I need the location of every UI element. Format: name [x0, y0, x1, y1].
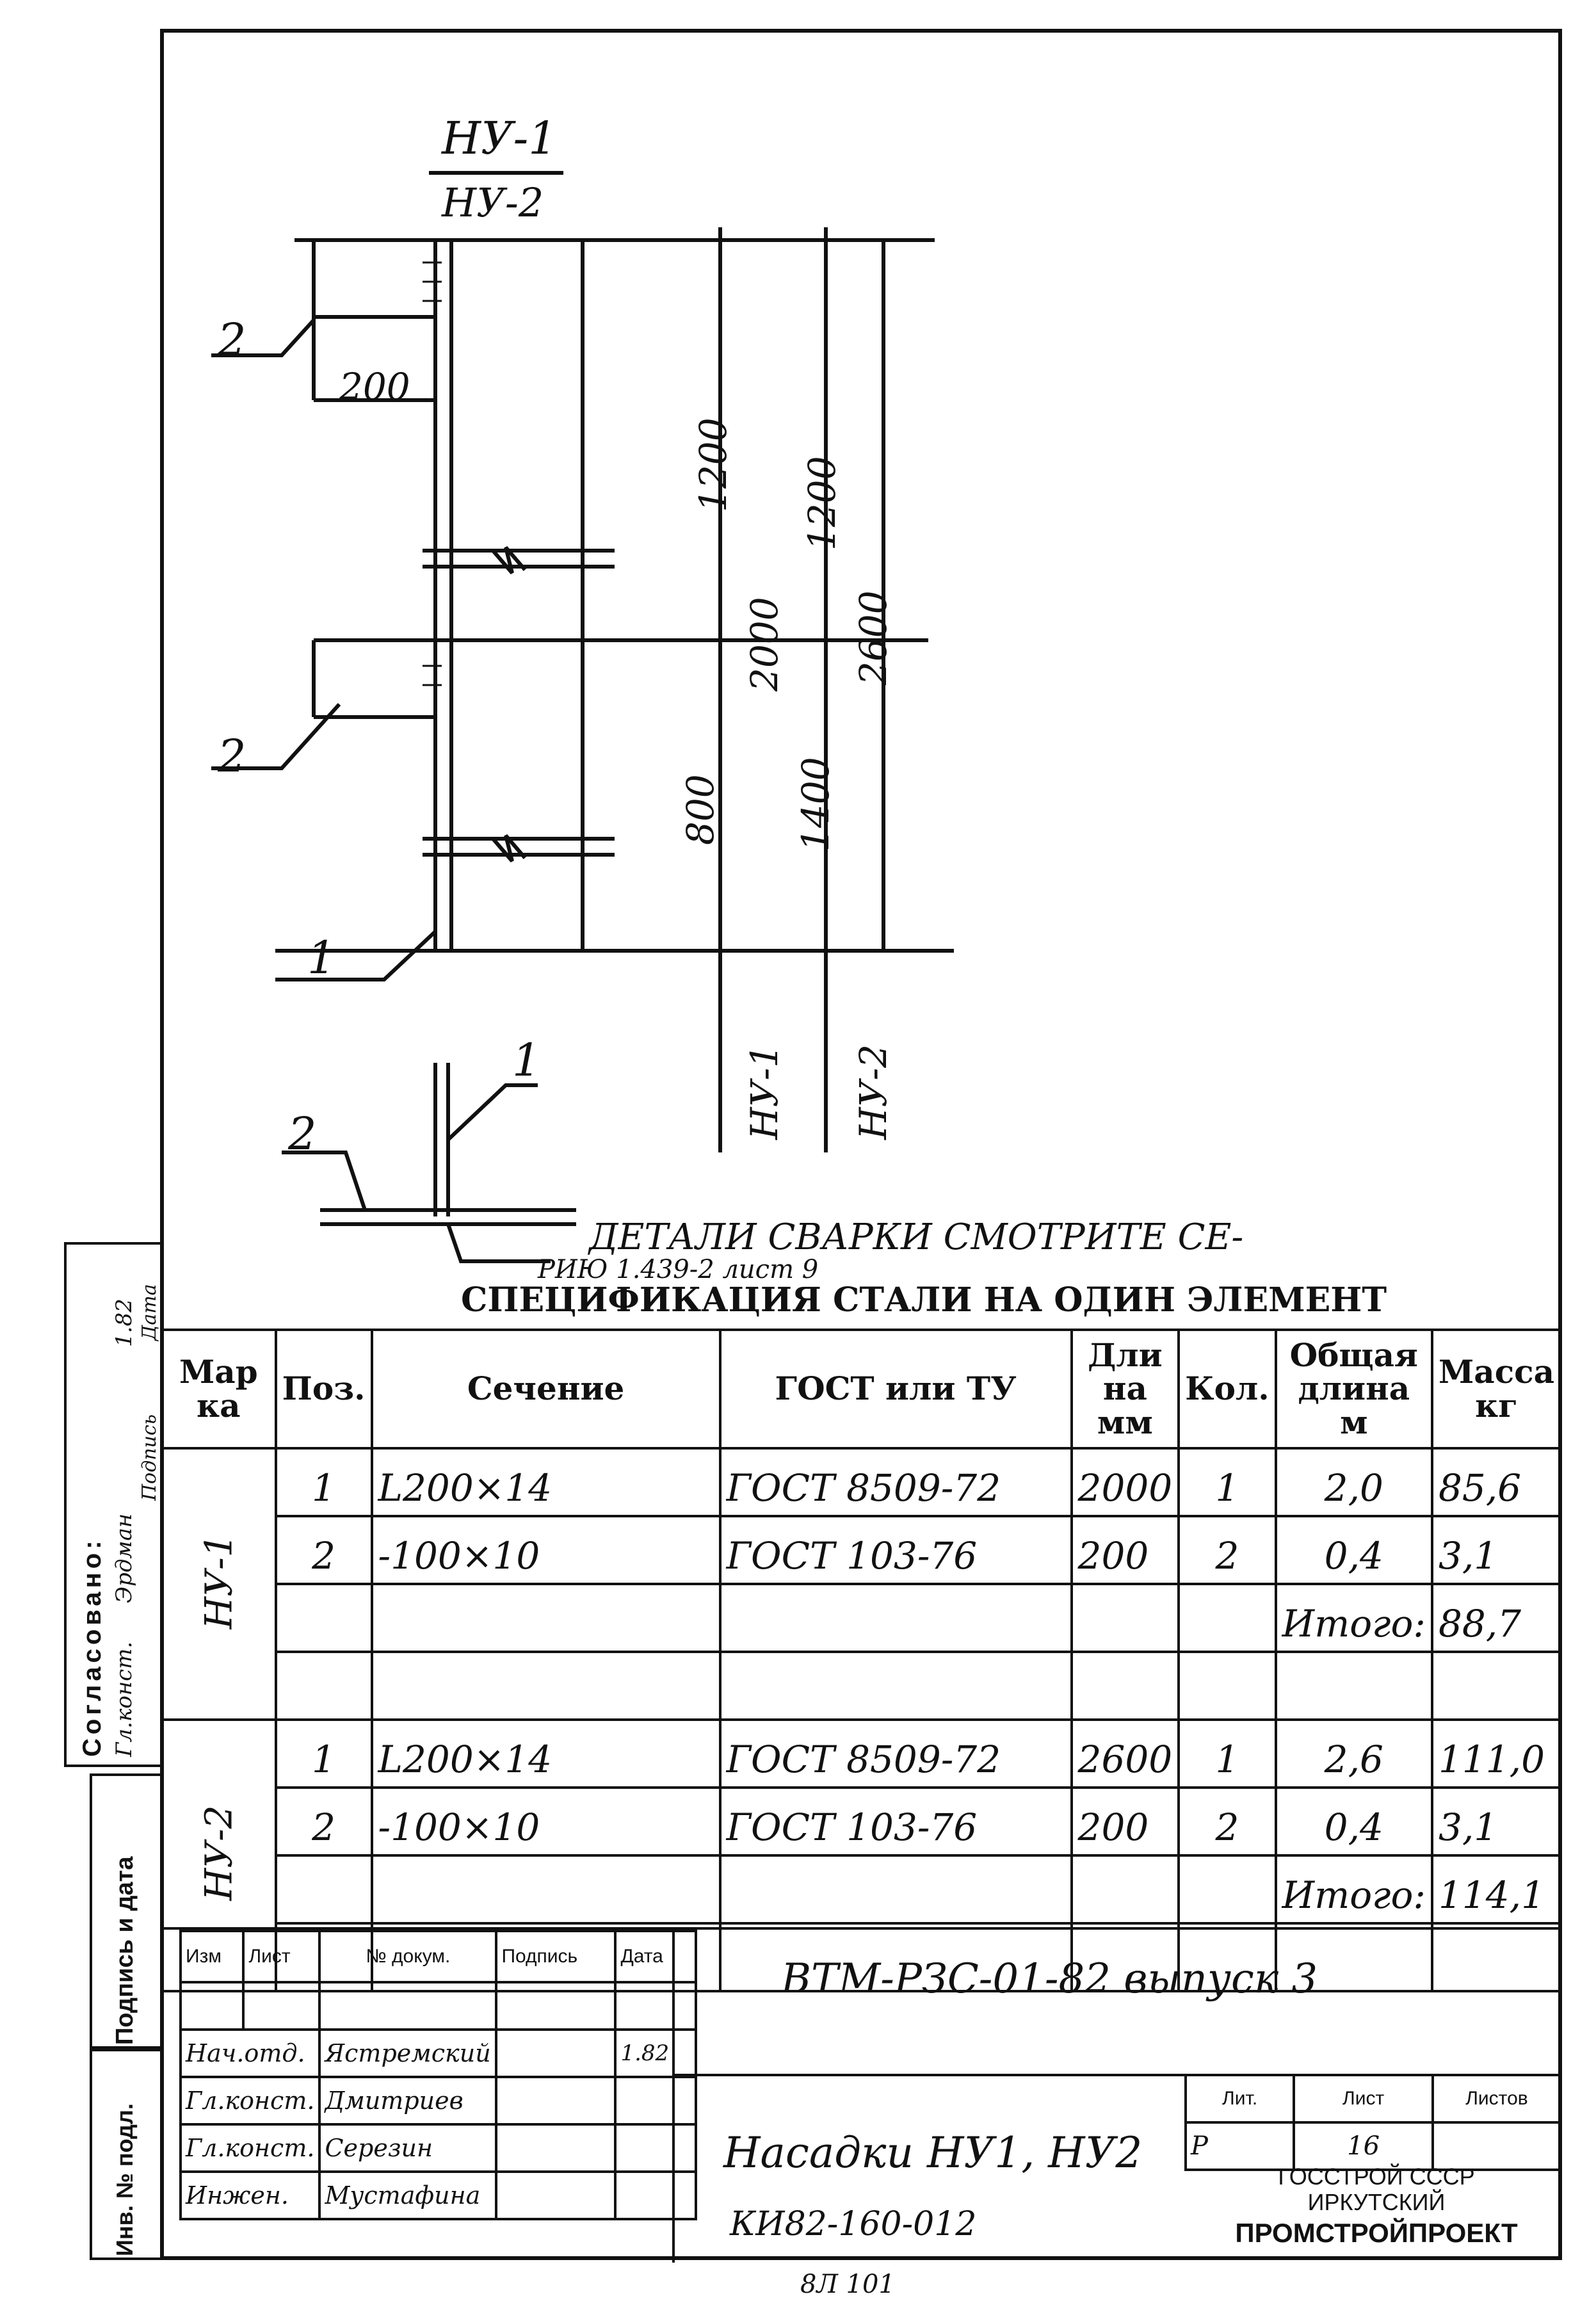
sign-date-block — [90, 1773, 163, 2049]
stamp-col-doc: № докум. — [319, 1931, 496, 1982]
dim-1200-b: 1200 — [800, 456, 844, 551]
stamp-person-row: Нач.отд. Ястремский 1.82 — [181, 2030, 696, 2077]
inv-label: Инв. № подл. — [111, 2103, 138, 2256]
sheets-header: Листов — [1433, 2075, 1561, 2122]
header-gost: ГОСТ или ТУ — [720, 1330, 1072, 1448]
cell-section: -100×10 — [372, 1788, 720, 1855]
cell-total-length: 2,0 — [1276, 1448, 1432, 1516]
lit-value: Р — [1186, 2122, 1294, 2170]
header-section: Сечение — [372, 1330, 720, 1448]
section-label-bottom: НУ-2 — [442, 179, 544, 226]
cell-gost: ГОСТ 8509-72 — [720, 1448, 1072, 1516]
stamp-col-date: Дата — [615, 1931, 696, 1982]
mark-cell — [161, 1448, 276, 1720]
cell-section: L200×14 — [372, 1720, 720, 1788]
dim-plate-width: 200 — [339, 365, 410, 408]
cell-total-length: 2,6 — [1276, 1720, 1432, 1788]
cell-qty: 1 — [1179, 1720, 1276, 1788]
cell-length: 200 — [1072, 1516, 1179, 1584]
mark-label: НУ-2 — [197, 1805, 241, 1901]
cell-total-label: Итого: — [1276, 1855, 1432, 1923]
cell-total-mass: 114,1 — [1432, 1855, 1561, 1923]
sheet-value: 16 — [1294, 2122, 1433, 2170]
cell-pos: 1 — [276, 1720, 372, 1788]
mark-label: НУ-1 — [197, 1533, 241, 1629]
cell-gost: ГОСТ 103-76 — [720, 1788, 1072, 1855]
dim-1400: 1400 — [794, 757, 837, 852]
cell-mass: 85,6 — [1432, 1448, 1561, 1516]
sheet-header: Лист — [1294, 2075, 1433, 2122]
table-row — [161, 1448, 1561, 1516]
header-mass: Масса кг — [1432, 1330, 1561, 1448]
cell-section: -100×10 — [372, 1516, 720, 1584]
stamp-vertical-divider — [672, 1930, 675, 2263]
section-label-top: НУ-1 — [442, 112, 557, 165]
title-block — [160, 1927, 1562, 2263]
table-row — [161, 1855, 1561, 1923]
header-pos: Поз. — [276, 1330, 372, 1448]
inv-block — [90, 2049, 163, 2260]
header-total-length: Общая длина м — [1276, 1330, 1432, 1448]
cell-pos: 1 — [276, 1448, 372, 1516]
agreed-name: Эрдман — [111, 1513, 137, 1603]
dim-1200-a: 1200 — [691, 417, 735, 512]
agreed-sign-label: Подпись — [138, 1414, 161, 1501]
drawing-title: Насадки НУ1, НУ2 — [723, 2128, 1143, 2177]
callout-position-1: 1 — [307, 932, 336, 984]
sheet-info-table — [1184, 2074, 1562, 2171]
spec-header-row — [161, 1330, 1561, 1448]
table-row — [161, 1652, 1561, 1720]
header-length: Дли на мм — [1072, 1330, 1179, 1448]
callout-position-2-upper: 2 — [218, 314, 246, 366]
dim-800: 800 — [679, 774, 722, 845]
table-row — [161, 1720, 1561, 1788]
sign-date-label: Подпись и дата — [111, 1856, 138, 2045]
callout-section-2: 2 — [288, 1108, 317, 1160]
callout-position-2-lower: 2 — [218, 730, 246, 782]
stamp-col-change: Изм — [181, 1931, 243, 1982]
table-row — [161, 1788, 1561, 1855]
cell-qty: 2 — [1179, 1788, 1276, 1855]
spec-table — [160, 1329, 1562, 1992]
cell-qty: 1 — [1179, 1448, 1276, 1516]
cell-pos: 2 — [276, 1788, 372, 1855]
dim-2000: 2000 — [743, 597, 786, 691]
table-row — [161, 1584, 1561, 1652]
elevation-label-nu1: НУ-1 — [743, 1044, 786, 1140]
org-line1: ГОССТРОЙ СССР — [1278, 2163, 1475, 2190]
org-line3: ПРОМСТРОЙПРОЕКТ — [1235, 2218, 1518, 2248]
stamp-person-row: Гл.конст. Серезин — [181, 2124, 696, 2172]
weld-note-line1: ДЕТАЛИ СВАРКИ СМОТРИТЕ СЕ- — [589, 1216, 1244, 1258]
stamp-person-row: Инжен. Мустафина — [181, 2172, 696, 2219]
stamp-col-sheet: Лист — [243, 1931, 319, 1982]
header-qty: Кол. — [1179, 1330, 1276, 1448]
weld-note-line2: РИЮ 1.439-2 лист 9 — [538, 1255, 819, 1284]
org-line2: ИРКУТСКИЙ — [1307, 2189, 1446, 2215]
cell-mass: 3,1 — [1432, 1788, 1561, 1855]
cell-gost: ГОСТ 8509-72 — [720, 1720, 1072, 1788]
cell-total-length: 0,4 — [1276, 1788, 1432, 1855]
stamp-people-table — [179, 1930, 697, 2220]
agreed-block — [64, 1242, 163, 1767]
stamp-col-sign: Подпись — [496, 1931, 615, 1982]
cell-length: 2000 — [1072, 1448, 1179, 1516]
agreed-role: Гл.конст. — [111, 1641, 137, 1757]
doc-code: ВТМ-РЗС-01-82 выпуск 3 — [781, 1955, 1318, 2003]
cell-mass: 111,0 — [1432, 1720, 1561, 1788]
cell-length: 200 — [1072, 1788, 1179, 1855]
bottom-note: 8Л 101 — [800, 2270, 895, 2299]
cell-qty: 2 — [1179, 1516, 1276, 1584]
elevation-label-nu2: НУ-2 — [851, 1044, 895, 1140]
header-mark: Мар ка — [161, 1330, 276, 1448]
cell-pos: 2 — [276, 1516, 372, 1584]
cell-length: 2600 — [1072, 1720, 1179, 1788]
agreed-date: 1.82 — [111, 1298, 137, 1347]
cell-total-mass: 88,7 — [1432, 1584, 1561, 1652]
stamp-person-row: Гл.конст. Дмитриев — [181, 2077, 696, 2124]
table-row — [161, 1516, 1561, 1584]
cell-total-length: 0,4 — [1276, 1516, 1432, 1584]
cell-mass: 3,1 — [1432, 1516, 1561, 1584]
lit-header: Лит. — [1186, 2075, 1294, 2122]
cell-section: L200×14 — [372, 1448, 720, 1516]
agreed-label: Согласовано: — [78, 1537, 106, 1757]
cell-gost: ГОСТ 103-76 — [720, 1516, 1072, 1584]
agreed-date-label: Дата — [138, 1284, 161, 1341]
callout-section-1: 1 — [512, 1034, 541, 1086]
spec-title: СПЕЦИФИКАЦИЯ СТАЛИ НА ОДИН ЭЛЕМЕНТ — [461, 1280, 1387, 1320]
archive-number: КИ82-160-012 — [730, 2205, 977, 2243]
cell-total-label: Итого: — [1276, 1584, 1432, 1652]
dim-2600: 2600 — [851, 590, 895, 685]
